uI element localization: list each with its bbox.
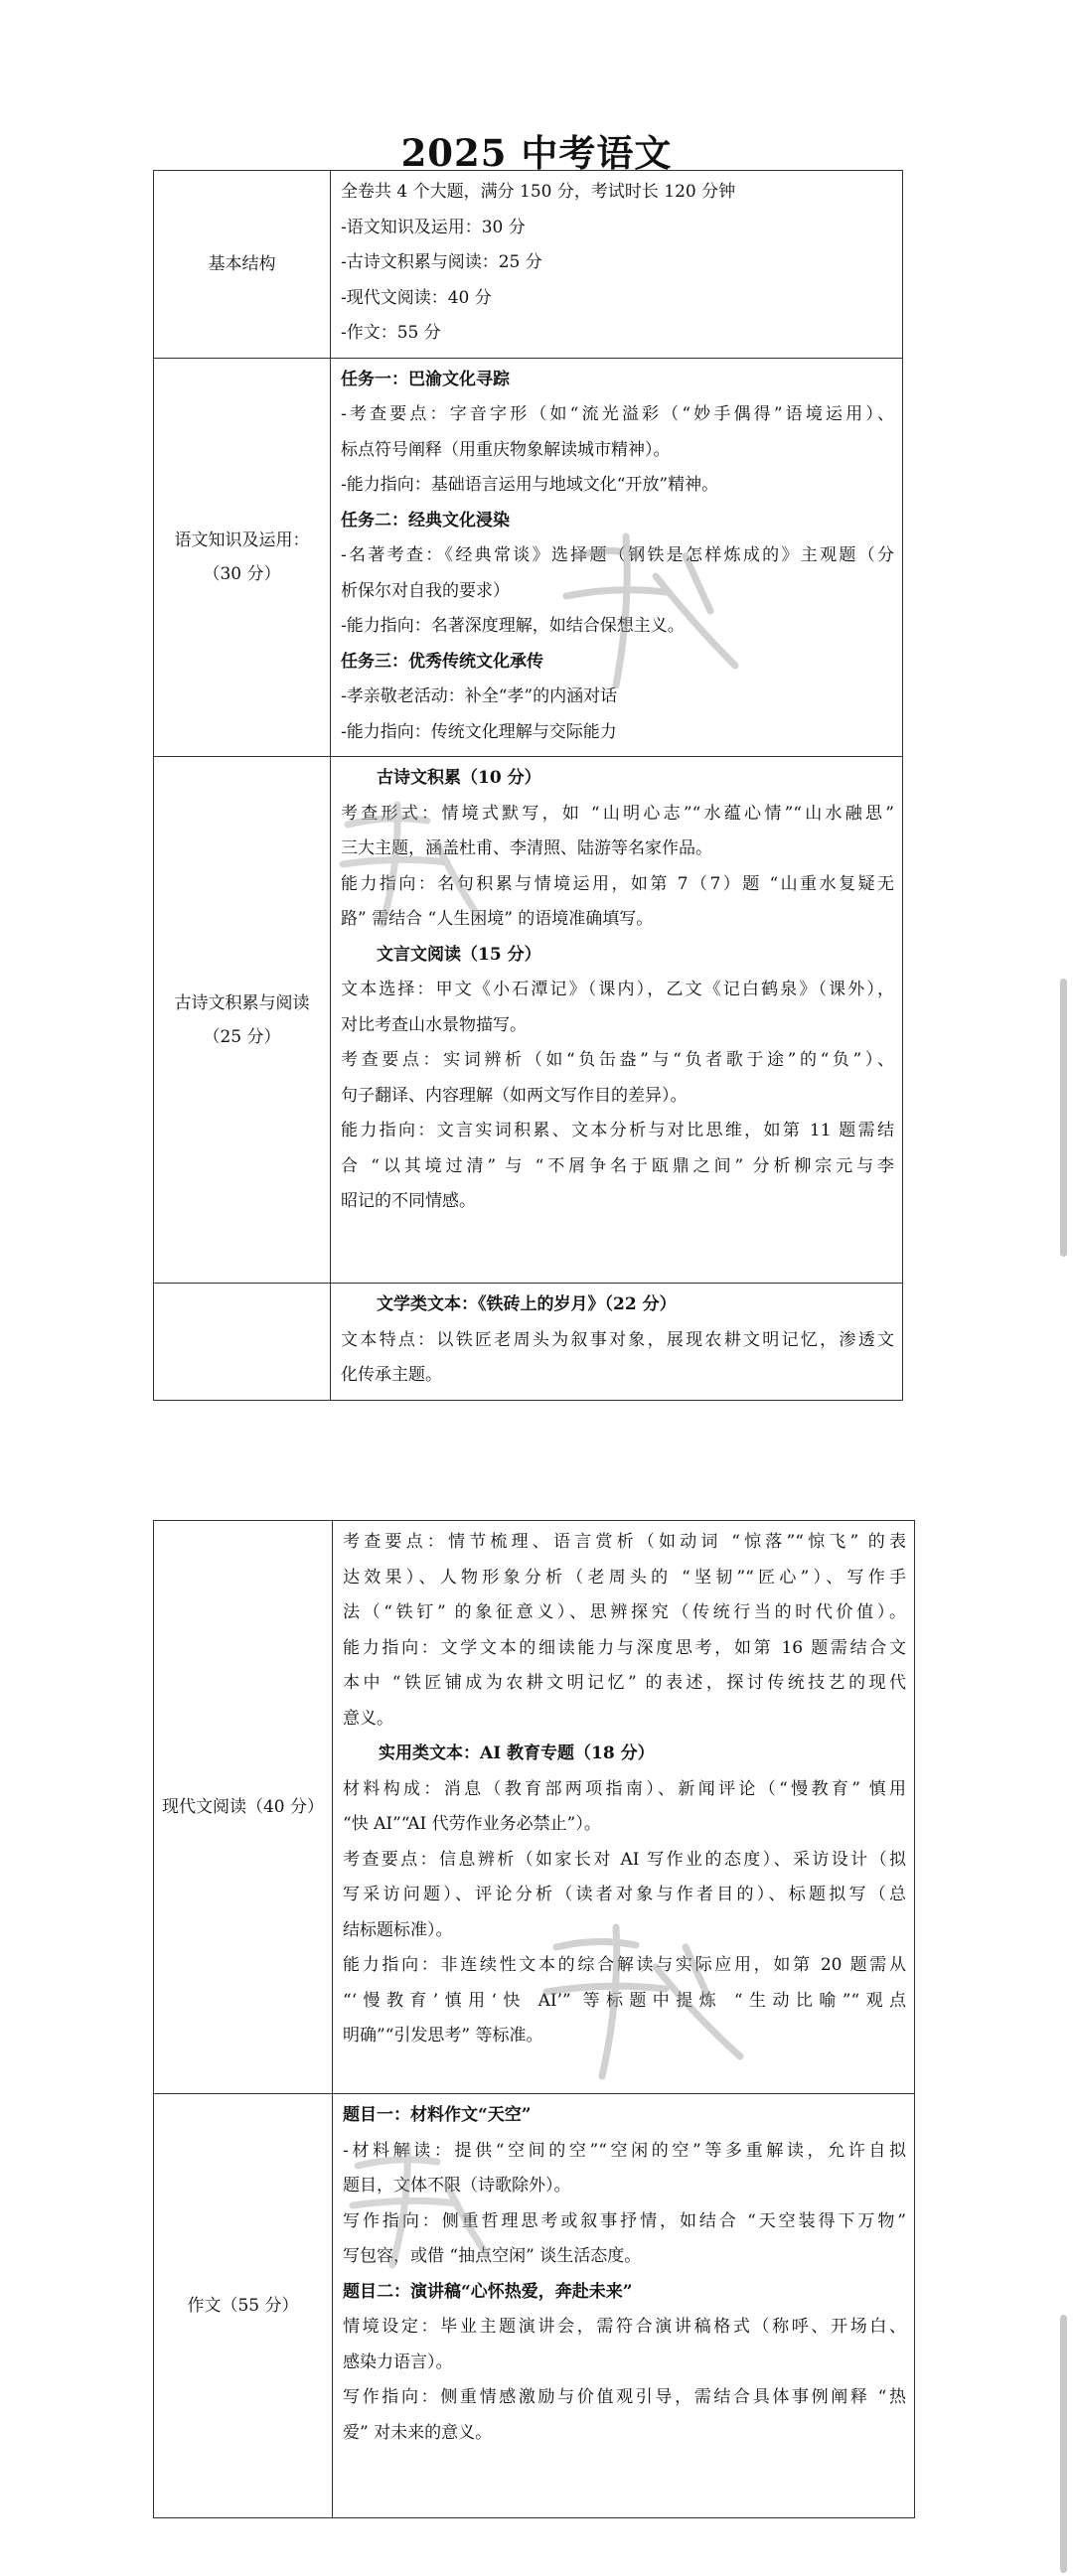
content-line: -能力指向：基础语言运用与地域文化“开放”精神。 — [341, 475, 719, 495]
content-line: -材料解读：提供“空间的空”“空闲的空”等多重解读，允许自拟 — [343, 2140, 906, 2161]
row-label — [154, 171, 331, 359]
content-line: 对比考查山水景物描写。 — [341, 1014, 527, 1035]
exam-structure-table-1 — [153, 170, 903, 1401]
content-line: 达效果）、人物形象分析（老周头的 “坚韧”“匠心”）、写作手 — [343, 1567, 906, 1588]
content-line: 爱” 对未来的意义。 — [343, 2422, 493, 2443]
row-label-line: 作文（55 分） — [187, 2296, 299, 2316]
content-line: 考查要点：情节梳理、语言赏析（如动词 “惊落”“惊飞” 的表 — [343, 1532, 906, 1552]
row-label — [154, 1521, 333, 2094]
row-label-line: （30 分） — [203, 563, 281, 584]
row-label-line: 语文知识及运用： — [174, 530, 310, 550]
row-content — [333, 1521, 915, 2094]
content-line: -考查要点：字音字形（如“流光溢彩（“妙手偶得”语境运用）、 — [341, 404, 894, 424]
content-line: 能力指向：非连续性文本的综合解读与实际应用，如第 20 题需从 — [343, 1955, 906, 1975]
row-content — [331, 171, 903, 359]
row-content — [331, 358, 903, 757]
content-line: -语文知识及运用：30 分 — [341, 217, 526, 237]
document-title: 2025 中考语文 — [400, 131, 673, 175]
content-line: 昭记的不同情感。 — [341, 1191, 476, 1211]
content-line: 能力指向：文学文本的细读能力与深度思考，如第 16 题需结合文 — [343, 1637, 906, 1658]
topic-heading: 题目一：材料作文“天空” — [343, 2105, 532, 2125]
content-line: 标点符号阐释（用重庆物象解读城市精神）。 — [341, 439, 671, 460]
row-content — [331, 1284, 903, 1401]
content-line: 文本特点：以铁匠老周头为叙事对象，展现农耕文明记忆，渗透文 — [341, 1329, 894, 1350]
table-row-modern-reading — [154, 1521, 915, 2094]
row-label-line: 古诗文积累与阅读 — [174, 992, 310, 1013]
content-line: 考查形式：情境式默写，如 “山明心志”“水蕴心情”“山水融思” — [341, 803, 894, 824]
table-row-composition — [154, 2094, 915, 2518]
content-line: 全卷共 4 个大题，满分 150 分，考试时长 120 分钟 — [341, 182, 736, 202]
content-line: 写作指向：侧重情感激励与价值观引导，需结合具体事例阐释 “热 — [343, 2387, 906, 2407]
table-row-classical-poetry — [154, 757, 903, 1284]
content-line: 文本选择：甲文《小石潭记》（课内），乙文《记白鹤泉》（课外）， — [341, 980, 894, 999]
content-line: 本中 “铁匠铺成为农耕文明记忆” 的表述，探讨传统技艺的现代 — [343, 1673, 906, 1693]
table-row-literary-text — [154, 1284, 903, 1401]
content-line: -古诗文积累与阅读：25 分 — [341, 252, 542, 272]
section-heading: 文言文阅读（15 分） — [377, 944, 541, 965]
table-row-language-knowledge — [154, 358, 903, 757]
content-line: -孝亲敬老活动：补全“孝”的内涵对话 — [341, 686, 618, 706]
content-line: 能力指向：文言实词积累、文本分析与对比思维，如第 11 题需结 — [341, 1121, 894, 1140]
task-heading: 任务二：经典文化浸染 — [341, 510, 510, 530]
content-line: 写作指向：侧重哲理思考或叙事抒情，如结合 “天空装得下万物” — [343, 2210, 906, 2231]
content-line: 明确”“引发思考” 等标准。 — [343, 2026, 543, 2046]
content-line: “快 AI”“AI 代劳作业务必禁止”）。 — [343, 1814, 601, 1834]
content-line: 感染力语言）。 — [343, 2351, 453, 2372]
row-content — [333, 2094, 915, 2518]
content-line: 化传承主题。 — [341, 1365, 442, 1385]
content-line: -现代文阅读：40 分 — [341, 287, 492, 308]
scrollbar-thumb[interactable] — [1060, 2315, 1067, 2573]
content-line: 合 “以其境过清” 与 “不屑争名于瓯鼎之间” 分析柳宗元与李 — [341, 1155, 894, 1176]
task-heading: 任务一：巴渝文化寻踪 — [341, 369, 510, 389]
content-line: 材料构成：消息（教育部两项指南）、新闻评论（“慢教育” 慎用 — [343, 1778, 906, 1799]
content-line: “‘慢教育’慎用‘快 AI’” 等标题中提炼 “生动比喻”“观点 — [343, 1990, 906, 2011]
content-line: 情境设定：毕业主题演讲会，需符合演讲稿格式（称呼、开场白、 — [343, 2317, 906, 2337]
content-line: 句子翻译、内容理解（如两文写作目的差异）。 — [341, 1085, 688, 1106]
exam-structure-table-2 — [153, 1520, 915, 2518]
section-heading: 文学类文本：《铁砖上的岁月》（22 分） — [377, 1294, 677, 1314]
content-line: 能力指向：名句积累与情境运用，如第 7（7）题 “山重水复疑无 — [341, 873, 894, 894]
row-label-line: 基本结构 — [208, 253, 276, 274]
section-heading: 实用类文本：AI 教育专题（18 分） — [379, 1743, 655, 1763]
content-line: 三大主题，涵盖杜甫、李清照、陆游等名家作品。 — [341, 838, 712, 858]
content-line: -能力指向：传统文化理解与交际能力 — [341, 721, 617, 742]
row-label-line: 现代文阅读（40 分） — [161, 1797, 325, 1817]
topic-heading: 题目二：演讲稿“心怀热爱，奔赴未来” — [343, 2281, 633, 2302]
content-line: 考查要点：实词辨析（如“负缶盎”与“负者歌于途”的“负”）、 — [341, 1050, 894, 1070]
row-label — [154, 2094, 333, 2518]
content-line: 法（“铁钉” 的象征意义）、思辨探究（传统行当的时代价值）。 — [343, 1602, 906, 1622]
row-label-line: （25 分） — [203, 1026, 281, 1047]
row-label-empty — [154, 1284, 331, 1401]
content-line: 结标题标准）。 — [343, 1919, 453, 1940]
content-line: -能力指向：名著深度理解，如结合保想主义。 — [341, 616, 685, 636]
section-heading: 古诗文积累（10 分） — [377, 768, 541, 788]
content-line: 路” 需结合 “人生困境” 的语境准确填写。 — [341, 909, 654, 929]
table-row-basic-structure — [154, 171, 903, 359]
content-line: 写采访问题）、评论分析（读者对象与作者目的）、标题拟写（总 — [343, 1885, 906, 1904]
row-content — [331, 757, 903, 1284]
content-line: -作文：55 分 — [341, 323, 441, 343]
scrollbar-thumb[interactable] — [1060, 979, 1067, 1257]
content-line: 析保尔对自我的要求） — [341, 580, 510, 601]
content-line: 考查要点：信息辨析（如家长对 AI 写作业的态度）、采访设计（拟 — [343, 1849, 906, 1870]
row-label — [154, 358, 331, 757]
content-line: 题目，文体不限（诗歌除外）。 — [343, 2176, 571, 2196]
content-line: 写包容，或借 “抽点空闲” 谈生活态度。 — [343, 2246, 642, 2266]
row-label — [154, 757, 331, 1284]
content-line: 意义。 — [343, 1708, 393, 1729]
task-heading: 任务三：优秀传统文化承传 — [341, 651, 543, 672]
content-line: -名著考查：《经典常谈》选择题（钢铁是怎样炼成的》主观题（分 — [341, 545, 894, 565]
